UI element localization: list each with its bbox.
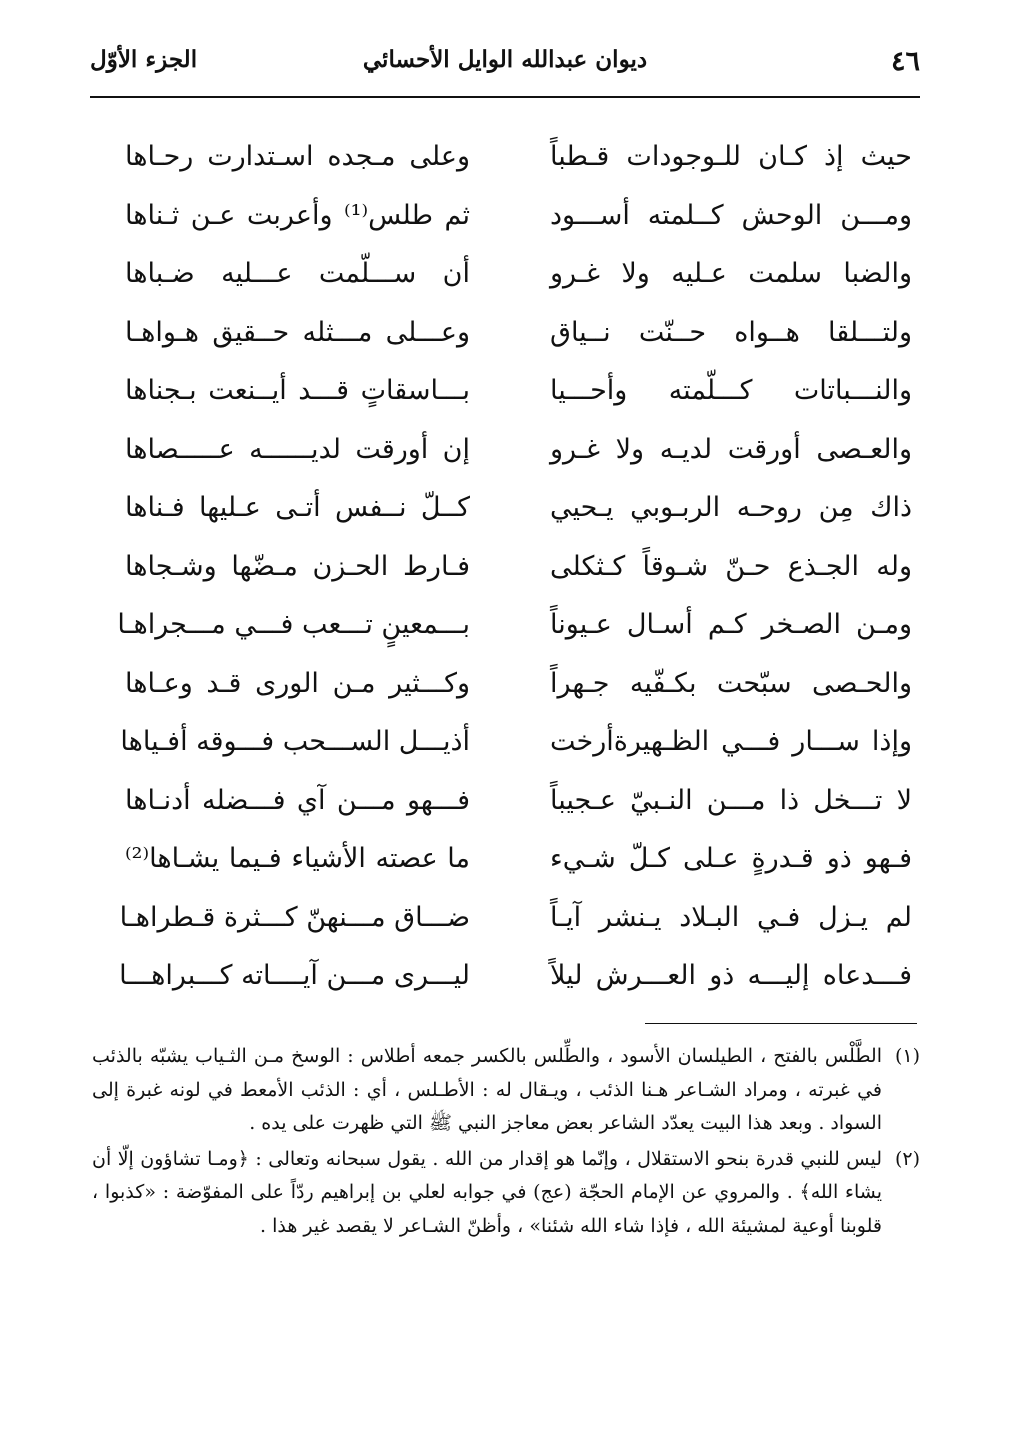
second-hemistich: وكـــثير مـن الورى قـد وعـاها bbox=[125, 667, 470, 699]
verse-row bbox=[90, 479, 920, 538]
first-hemistich: والضبا سلمت عـليه ولا غـرو bbox=[550, 258, 912, 289]
verse-row bbox=[90, 655, 920, 714]
second-hemistich: ليـــرى مـــن آيــــاته كـــبراهـــا bbox=[119, 960, 470, 991]
footnote-divider bbox=[645, 1023, 917, 1024]
second-hemistich: كــلّ نــفس أتـى عـليها فـناها bbox=[125, 492, 470, 523]
footnote-text: ليس للنبي قدرة بنحو الاستقلال ، وإنّما هو إقدار من الله . يقول سبحانه وتعالى : ﴿ومـا تشاؤون إلّا أن يشاء الله﴾ . والمروي عن الإمام الحجّة (عج) في جوابه لعلي بن إبراهيم ردّاً على المفوّضة : «كذبوا ، قلوبنا أوعية لمشيئة الله ، فإذا شاء الله شئنا» ، وأظنّ الشـاعر لا يقصد غير هذا . bbox=[92, 1147, 882, 1237]
footnote-number: (١) bbox=[894, 1045, 920, 1067]
first-hemistich: والعـصى أورقت لديـه ولا غـرو bbox=[550, 433, 912, 465]
poem bbox=[90, 128, 920, 1006]
second-hemistich: بـــاسقاتٍ قـــد أيــنعت بـجناها bbox=[125, 375, 470, 406]
first-hemistich: حيث إذ كـان للـوجودات قـطباً bbox=[550, 141, 912, 172]
verse-row bbox=[90, 772, 920, 831]
second-hemistich: وعـــلى مـــثله حــقيق هـواهـا bbox=[125, 316, 470, 348]
footnotes bbox=[92, 1040, 920, 1245]
first-hemistich: وإذا ســـار فـــي الظـهيرةأرخت bbox=[550, 726, 912, 757]
first-hemistich: والنـــباتات كـــلّمته وأحـــيا bbox=[550, 375, 912, 406]
verse-row bbox=[90, 128, 920, 187]
footnote bbox=[92, 1143, 920, 1244]
footnote-number: (٢) bbox=[894, 1147, 920, 1170]
first-hemistich: لا تـــخل ذا مـــن النـبيّ عـجيباً bbox=[550, 784, 912, 816]
verse-row bbox=[90, 245, 920, 304]
first-hemistich: ومـن الصـخر كـم أسـال عـيوناً bbox=[550, 609, 912, 640]
page-header bbox=[90, 38, 920, 96]
first-hemistich: فـــدعاه إليـــه ذو العـــرش ليلاً bbox=[550, 960, 912, 991]
first-hemistich: ولتـــلقا هــواه حــنّت نــياق bbox=[550, 316, 912, 348]
footnote bbox=[92, 1040, 920, 1141]
verse-row bbox=[90, 830, 920, 889]
header-divider bbox=[90, 96, 920, 98]
first-hemistich: لم يـزل فـي البـلاد يـنشر آيـاً bbox=[550, 901, 912, 933]
verse-row bbox=[90, 889, 920, 948]
verse-row bbox=[90, 304, 920, 363]
first-hemistich: وله الجـذع حـنّ شـوقاً كـثكلى bbox=[550, 550, 912, 582]
second-hemistich: ما عصته الأشياء فـيما يشـاها⁽²⁾ bbox=[125, 843, 470, 874]
second-hemistich: بـــمعينٍ تـــعب فـــي مـــجراهـا bbox=[117, 609, 470, 640]
verse-row bbox=[90, 947, 920, 1006]
second-hemistich: فـــهو مـــن آي فـــضله أدنـاها bbox=[125, 784, 470, 816]
second-hemistich: أن ســـلّمت عـــليه ضـباها bbox=[125, 258, 470, 289]
verse-row bbox=[90, 421, 920, 480]
verse-row bbox=[90, 596, 920, 655]
verse-row bbox=[90, 538, 920, 597]
volume-label: الجزء الأوّل bbox=[90, 46, 198, 73]
first-hemistich: ذاك مِن روحـه الربـوبي يـحيي bbox=[550, 492, 912, 523]
second-hemistich: ثم طلس⁽¹⁾ وأعربت عـن ثـناها bbox=[125, 199, 470, 231]
verse-row bbox=[90, 713, 920, 772]
first-hemistich: ومـــن الوحش كــلمته أســـود bbox=[550, 199, 912, 231]
book-title: ديوان عبدالله الوايل الأحسائي bbox=[362, 46, 648, 73]
verse-row bbox=[90, 362, 920, 421]
second-hemistich: أذيـــل الســـحب فـــوقه أفـياها bbox=[120, 726, 470, 757]
first-hemistich: والحـصى سبّحت بكـفّيه جـهراً bbox=[550, 667, 912, 699]
footnote-text: الطَّلْس بالفتح ، الطيلسان الأسود ، والطِّلس بالكسر جمعه أطلاس : الوسخ مـن الثـياب يشبّه بالذئب في غبرته ، ومراد الشـاعر هـنا الذئب ، ويـقال له : الأطـلس ، أي : الذئب الأمعط في لونه غبرة إلى السواد . وبعد هذا البيت يعدّد الشاعر بعض معاجز النبي ﷺ التي ظهرت على يده . bbox=[92, 1045, 882, 1134]
second-hemistich: إن أورقت لديــــــه عـــــصاها bbox=[125, 433, 470, 465]
second-hemistich: فـارط الحـزن مـضّها وشـجاها bbox=[125, 550, 470, 582]
first-hemistich: فـهو ذو قـدرةٍ عـلى كـلّ شـيء bbox=[550, 843, 912, 874]
second-hemistich: ضـــاق مـــنهنّ كـــثرة قـطراهـا bbox=[119, 901, 470, 933]
verse-row bbox=[90, 187, 920, 246]
second-hemistich: وعلى مـجده اسـتدارت رحـاها bbox=[125, 141, 470, 172]
page-number: ٤٦ bbox=[890, 46, 920, 77]
